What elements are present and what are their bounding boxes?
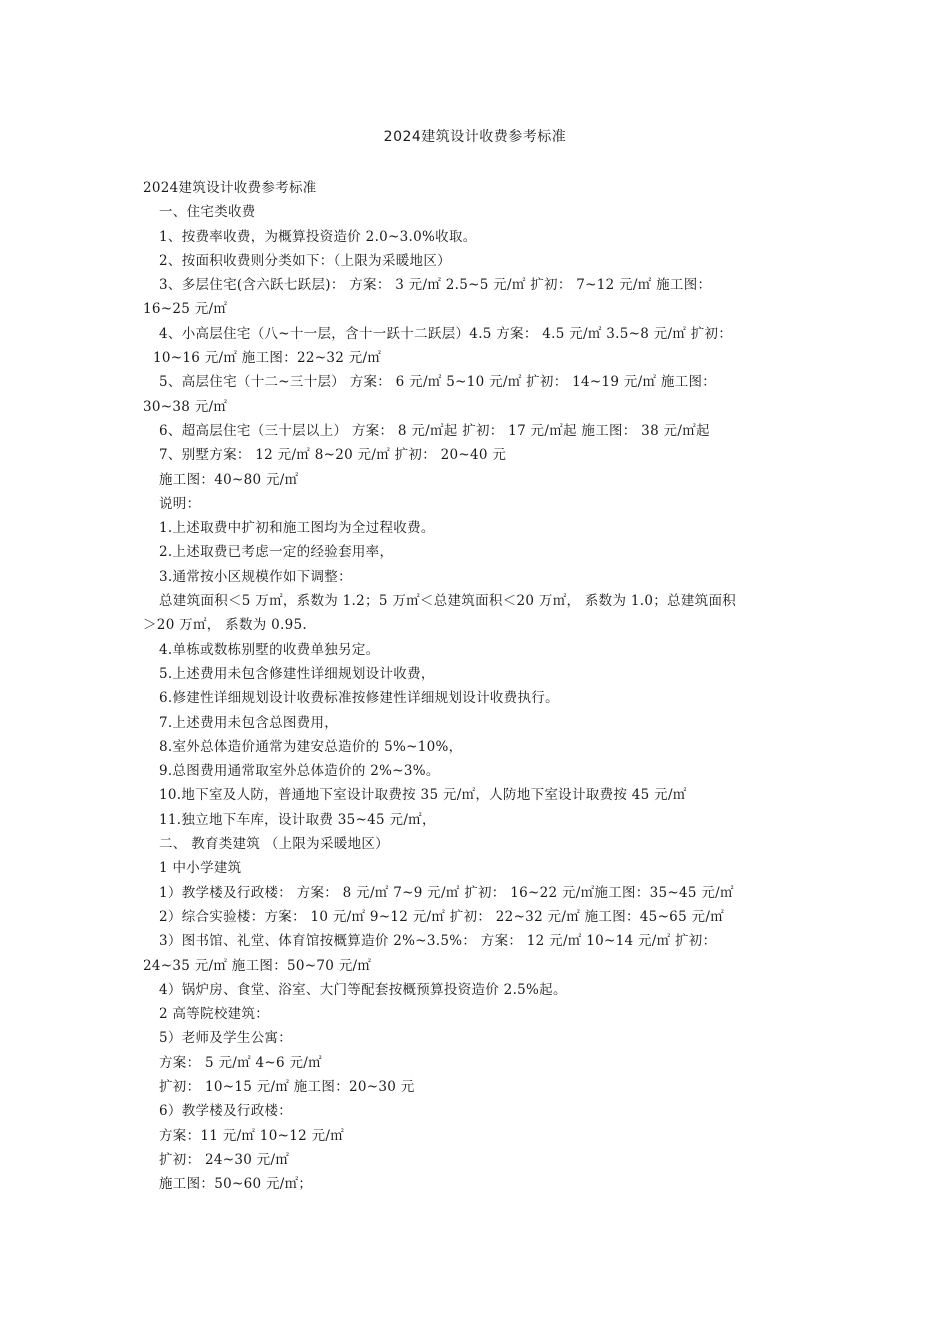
text-line: 5.上述费用未包含修建性详细规划设计收费， — [159, 665, 435, 682]
text-line: 1 中小学建筑 — [159, 860, 242, 877]
text-line: 方案：11 元/㎡ 10~12 元/㎡ — [159, 1127, 345, 1144]
text-line: 3.通常按小区规模作如下调整： — [159, 568, 352, 585]
text-line: 3）图书馆、礼堂、体育馆按概算造价 2%~3.5%： 方案： 12 元/㎡ 10~14 元/㎡ 扩初： — [159, 933, 717, 950]
text-line: 2.上述取费已考虑一定的经验套用率， — [159, 544, 394, 561]
text-line: 5、高层住宅（十二~三十层） 方案： 6 元/㎡ 5~10 元/㎡ 扩初： 14~19 元/㎡ 施工图： — [159, 374, 717, 391]
text-line: ＞20 万㎡， 系数为 0.95. — [143, 617, 308, 634]
text-line: 6、超高层住宅（三十层以上） 方案： 8 元/㎡起 扩初： 17 元/㎡起 施工图： 38 元/㎡起 — [159, 422, 710, 439]
page-title: 2024建筑设计收费参考标准 — [383, 129, 567, 145]
text-line: 施工图：50~60 元/㎡； — [159, 1176, 313, 1193]
text-line: 总建筑面积＜5 万㎡，系数为 1.2；5 万㎡＜总建筑面积＜20 万㎡， 系数为 1.0；总建筑面积 — [159, 593, 737, 610]
text-line: 1.上述取费中扩初和施工图均为全过程收费。 — [159, 520, 435, 537]
text-line: 2 高等院校建筑： — [159, 1006, 270, 1023]
text-line: 5）老师及学生公寓： — [159, 1030, 293, 1047]
text-line: 2）综合实验楼：方案： 10 元/㎡ 9~12 元/㎡ 扩初： 22~32 元/㎡ 施工图：45~65 元/㎡ — [159, 908, 724, 925]
text-line: 施工图：40~80 元/㎡ — [159, 471, 299, 488]
text-line: 扩初： 24~30 元/㎡ — [159, 1151, 290, 1168]
text-line: 说明： — [159, 495, 201, 512]
text-line: 4.单栋或数栋别墅的收费单独另定。 — [159, 641, 380, 658]
text-line: 一、住宅类收费 — [159, 204, 256, 221]
text-line: 30~38 元/㎡ — [143, 398, 228, 415]
text-line: 4）锅炉房、食堂、浴室、大门等配套按概预算投资造价 2.5%起。 — [159, 981, 567, 998]
text-line: 6）教学楼及行政楼： — [159, 1103, 293, 1120]
text-line: 3、多层住宅(含六跃七跃层)： 方案： 3 元/㎡ 2.5~5 元/㎡ 扩初： 7~12 元/㎡ 施工图： — [159, 277, 712, 294]
text-line: 11.独立地下车库，设计取费 35~45 元/㎡， — [159, 811, 436, 828]
text-line: 二、 教育类建筑 （上限为采暖地区） — [159, 836, 389, 853]
text-line: 方案： 5 元/㎡ 4~6 元/㎡ — [159, 1054, 322, 1071]
text-line: 9.总图费用通常取室外总体造价的 2%~3%。 — [159, 763, 440, 780]
text-line: 6.修建性详细规划设计收费标准按修建性详细规划设计收费执行。 — [159, 690, 559, 707]
text-line: 1）教学楼及行政楼： 方案： 8 元/㎡ 7~9 元/㎡ 扩初： 16~22 元/㎡施工图：35~45 元/㎡ — [159, 884, 734, 901]
text-line: 1、按费率收费，为概算投资造价 2.0~3.0%收取。 — [159, 228, 477, 245]
text-line: 8.室外总体造价通常为建安总造价的 5%~10%， — [159, 738, 463, 755]
text-line: 扩初： 10~15 元/㎡ 施工图：20~30 元 — [159, 1078, 415, 1095]
text-line: 2024建筑设计收费参考标准 — [143, 180, 317, 196]
text-line: 7、别墅方案： 12 元/㎡ 8~20 元/㎡ 扩初： 20~40 元 — [159, 447, 507, 464]
text-line: 10~16 元/㎡ 施工图：22~32 元/㎡ — [153, 350, 382, 367]
text-line: 7.上述费用未包含总图费用， — [159, 714, 339, 731]
text-line: 24~35 元/㎡ 施工图：50~70 元/㎡ — [143, 957, 372, 974]
text-line: 16~25 元/㎡ — [143, 301, 228, 318]
document-body — [143, 176, 813, 1196]
text-line: 2、按面积收费则分类如下：（上限为采暖地区） — [159, 252, 451, 269]
text-line: 10.地下室及人防，普通地下室设计取费按 35 元/㎡，人防地下室设计取费按 45 元/㎡ — [159, 787, 687, 804]
text-line: 4、小高层住宅（八~十一层，含十一跃十二跃层）4.5 方案： 4.5 元/㎡ 3.5~8 元/㎡ 扩初： — [159, 325, 733, 342]
